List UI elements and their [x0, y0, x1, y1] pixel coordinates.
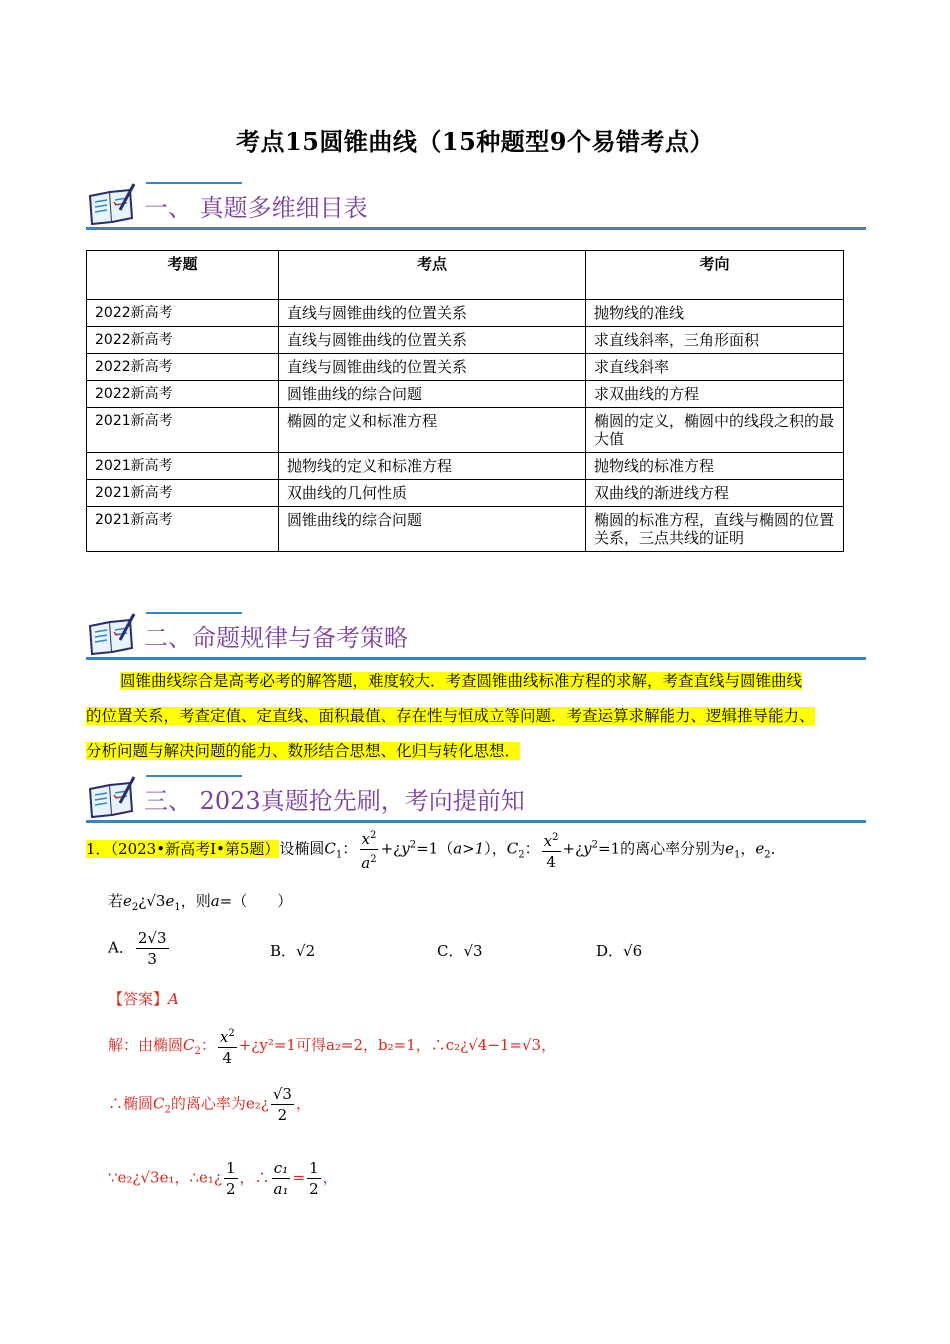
- table-cell: 2022新高考: [87, 381, 279, 408]
- table-cell: 抛物线的准线: [586, 300, 844, 327]
- strategy-line: 圆锥曲线综合是高考必考的解答题，难度较大．考查圆锥曲线标准方程的求解，考查直线与圆锥曲线: [120, 672, 803, 690]
- solution-line-3: ∵e₂¿√3e₁，∴e₁¿ $\frac{1}{2}$ ，∴ $\frac{\text{c₁}}{\text{a₁}}$ = $\frac{1}{2}$ ，: [108, 1159, 338, 1198]
- section-topline: [146, 775, 242, 777]
- section-title-3: 三、 2023真题抢先刷，考向提前知: [144, 787, 525, 815]
- table-row: [87, 507, 844, 552]
- book-pencil-icon: [86, 612, 138, 658]
- book-pencil-icon: [86, 775, 138, 821]
- section-rule: [86, 227, 866, 230]
- strategy-line: 分析问题与解决问题的能力、数形结合思想、化归与转化思想．: [86, 742, 521, 760]
- section-title-1: 一、 真题多维细目表: [144, 194, 368, 222]
- choice-D[interactable]: D．√6: [596, 942, 643, 960]
- solution-line-2: ∴椭圆$C_2$的离心率为e₂¿ $\frac{√3}{2}$ ，: [108, 1085, 311, 1124]
- table-header-row: [87, 251, 844, 300]
- book-pencil-icon: [86, 182, 138, 228]
- strategy-line: 的位置关系，考查定值、定直线、面积最值、存在性与恒成立等问题．考查运算求解能力、逻辑推导能力、: [86, 707, 815, 725]
- col-header-direction: 考向: [586, 251, 844, 300]
- table-cell: 直线与圆锥曲线的位置关系: [279, 354, 586, 381]
- table-row: [87, 327, 844, 354]
- table-row: [87, 408, 844, 453]
- answer-value: A: [168, 990, 179, 1008]
- choice-A-fraction: $\frac{2√3}{3}$: [137, 929, 167, 968]
- table-cell: 椭圆的定义和标准方程: [279, 408, 586, 453]
- choice-B[interactable]: B．√2: [270, 942, 316, 960]
- solution-line-1: 解：由椭圆$C_2$： $\frac{x^2}{4}$ +¿y²=1可得a₂=2，b₂=1，∴c₂¿√4−1=√3，: [108, 1024, 556, 1068]
- table-cell: 直线与圆锥曲线的位置关系: [279, 327, 586, 354]
- table-row: [87, 381, 844, 408]
- section-header-1: [86, 182, 866, 230]
- table-row: [87, 453, 844, 480]
- choice-C[interactable]: C．√3: [437, 942, 483, 960]
- table-cell: 2021新高考: [87, 480, 279, 507]
- fraction-x2-4: $\frac{x^2}{4}$: [218, 1024, 237, 1068]
- table-cell: 圆锥曲线的综合问题: [279, 507, 586, 552]
- table-row: [87, 354, 844, 381]
- table-cell: 椭圆的定义，椭圆中的线段之积的最大值: [586, 408, 844, 453]
- fraction-1-2: $\frac{1}{2}$: [225, 1159, 236, 1198]
- table-cell: 2022新高考: [87, 327, 279, 354]
- table-cell: 2022新高考: [87, 300, 279, 327]
- section-topline: [146, 612, 242, 614]
- table-cell: 2021新高考: [87, 408, 279, 453]
- fraction-sqrt3-2: $\frac{√3}{2}$: [272, 1085, 292, 1124]
- table-cell: 椭圆的标准方程，直线与椭圆的位置关系，三点共线的证明: [586, 507, 844, 552]
- section-rule: [86, 820, 866, 823]
- question-number: 1．（2023•新高考Ⅰ•第5题）: [86, 839, 280, 858]
- strategy-paragraph: [86, 664, 886, 769]
- section-header-2: [86, 612, 866, 660]
- table-cell: 直线与圆锥曲线的位置关系: [279, 300, 586, 327]
- question-1-line-2: 若$e_2¿√3e_1$，则a=（ ）: [108, 892, 293, 913]
- col-header-exam: 考题: [87, 251, 279, 300]
- choice-A[interactable]: A． $\frac{2√3}{3}$: [108, 929, 167, 968]
- exam-table: [86, 250, 844, 552]
- section-topline: [146, 182, 242, 184]
- fraction-1-2: $\frac{1}{2}$: [309, 1159, 319, 1198]
- fraction-x2-a2: $\frac{x^2}{a^2}$: [359, 826, 378, 873]
- section-rule: [86, 657, 866, 660]
- table-cell: 抛物线的定义和标准方程: [279, 453, 586, 480]
- table-cell: 2021新高考: [87, 507, 279, 552]
- col-header-point: 考点: [279, 251, 586, 300]
- answer-line: 【答案】A: [108, 990, 179, 1008]
- table-cell: 2022新高考: [87, 354, 279, 381]
- table-cell: 抛物线的标准方程: [586, 453, 844, 480]
- fraction-x2-4: $\frac{x^2}{4}$: [542, 828, 561, 872]
- table-cell: 双曲线的渐进线方程: [586, 480, 844, 507]
- fraction-c1-a1: $\frac{\text{c₁}}{\text{a₁}}$: [273, 1159, 289, 1198]
- table-cell: 双曲线的几何性质: [279, 480, 586, 507]
- table-row: [87, 480, 844, 507]
- question-1-line-1: 1．（2023•新高考Ⅰ•第5题）设椭圆$C_1$： $\frac{x^2}{a^2}$ $+¿y^2=1(a>1)$，$C_2$： $\frac{x^2}{4}$ $+¿y^2=1$的离心率分别为$e_1$，$e_2$．: [86, 826, 886, 873]
- section-title-2: 二、命题规律与备考策略: [144, 624, 408, 652]
- table-cell: 求直线斜率，三角形面积: [586, 327, 844, 354]
- table-cell: 求直线斜率: [586, 354, 844, 381]
- section-header-3: [86, 775, 866, 823]
- page-title: 考点15圆锥曲线（15种题型9个易错考点）: [236, 127, 714, 156]
- table-row: [87, 300, 844, 327]
- table-cell: 圆锥曲线的综合问题: [279, 381, 586, 408]
- table-cell: 求双曲线的方程: [586, 381, 844, 408]
- table-cell: 2021新高考: [87, 453, 279, 480]
